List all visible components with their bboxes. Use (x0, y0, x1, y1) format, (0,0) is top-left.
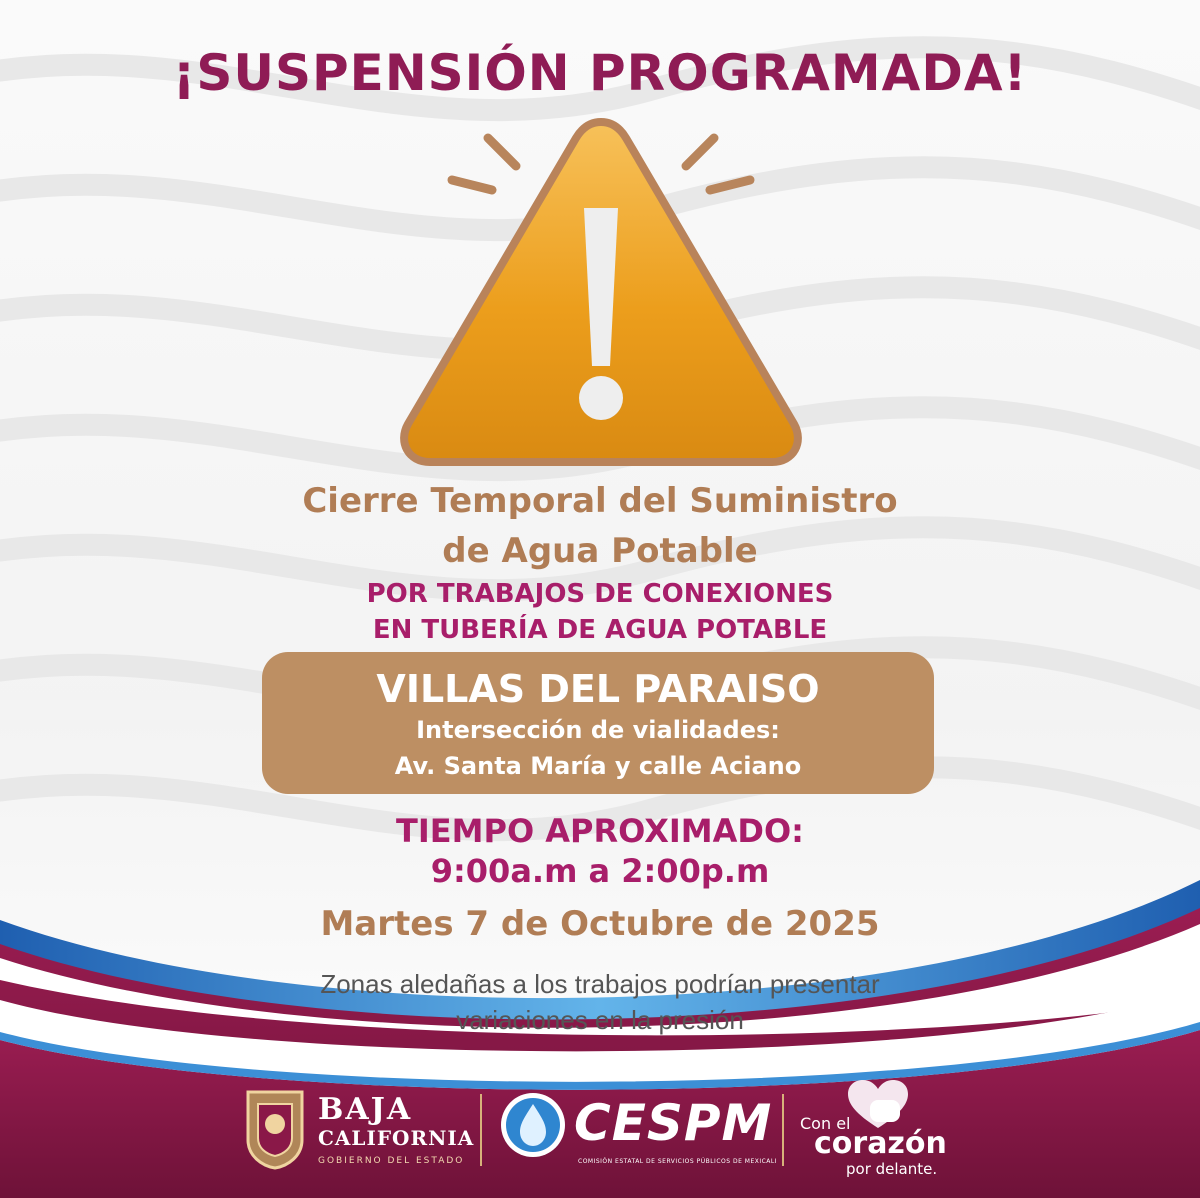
logo-divider-1 (480, 1094, 482, 1166)
pressure-note (0, 966, 1200, 1038)
closure-reason (0, 576, 1200, 648)
closure-date: Martes 7 de Octubre de 2025 (320, 904, 880, 944)
slogan-post: por delante. (846, 1160, 938, 1178)
location-box (262, 652, 934, 794)
baja-california-subtitle: GOBIERNO DEL ESTADO (318, 1156, 465, 1166)
shield-icon (244, 1086, 306, 1170)
closure-title-line-2: de Agua Potable (442, 531, 758, 571)
closure-reason-line-1: POR TRABAJOS DE CONEXIONES (366, 579, 834, 609)
location-detail-value: Av. Santa María y calle Aciano (394, 752, 802, 780)
baja-california-line-2: CALIFORNIA (318, 1126, 475, 1150)
warning-icon (396, 108, 806, 468)
closure-title (0, 476, 1200, 576)
closure-title-line-1: Cierre Temporal del Suministro (302, 481, 898, 521)
slogan-pre: Con el (800, 1114, 851, 1133)
headline: ¡SUSPENSIÓN PROGRAMADA! (172, 44, 1028, 102)
baja-california-line-1: BAJA (318, 1092, 413, 1127)
cespm-subtitle: COMISIÓN ESTATAL DE SERVICIOS PÚBLICOS DE MEXICALI (578, 1158, 778, 1165)
slogan-main: corazón (814, 1126, 947, 1161)
cespm-name: CESPM (574, 1094, 773, 1152)
closure-reason-line-2: EN TUBERÍA DE AGUA POTABLE (372, 615, 828, 645)
location-detail-label: Intersección de vialidades: (416, 716, 780, 744)
water-drop-icon (498, 1090, 568, 1160)
location-name: VILLAS DEL PARAISO (376, 667, 820, 711)
time-value: 9:00a.m a 2:00p.m (430, 852, 770, 890)
heart-icon (846, 1078, 910, 1130)
time-label: TIEMPO APROXIMADO: (396, 812, 804, 850)
pressure-note-line-1: Zonas aledañas a los trabajos podrían presentar (320, 969, 880, 999)
pressure-note-line-2: variaciones en la presión (456, 1005, 744, 1035)
logo-divider-2 (782, 1094, 784, 1166)
